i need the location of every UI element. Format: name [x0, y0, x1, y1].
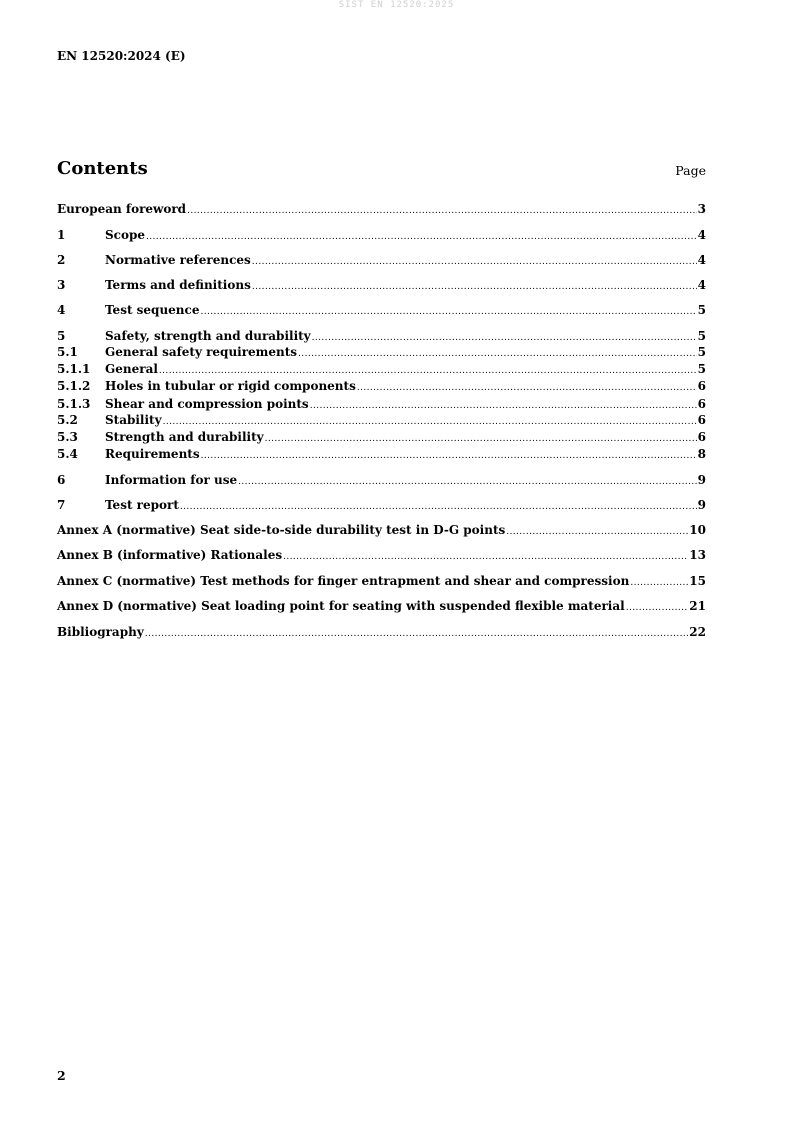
toc-leader-dots [252, 257, 697, 267]
toc-leader-dots [252, 282, 697, 292]
toc-entry-title: Annex D (normative) Seat loading point for seating with suspended flexible material [57, 599, 625, 613]
toc-entry[interactable] [57, 278, 706, 294]
toc-entry[interactable] [57, 574, 706, 590]
toc-leader-dots [146, 232, 697, 242]
watermark: SIST EN 12520:2025 [338, 0, 455, 10]
toc-entry[interactable] [57, 228, 706, 244]
toc-entry[interactable] [57, 329, 706, 345]
toc-entry-page: 4 [697, 228, 706, 242]
toc-leader-dots [506, 527, 688, 537]
toc-entry-page: 5 [697, 345, 706, 359]
toc-entry-number: 5.4 [57, 447, 78, 461]
toc-entry[interactable] [57, 303, 706, 319]
toc-leader-dots [187, 206, 697, 216]
toc-entry-page: 5 [697, 329, 706, 343]
page-number: 2 [57, 1068, 66, 1083]
toc-entry-title: Normative references [105, 253, 251, 267]
toc-entry-title: Safety, strength and durability [105, 329, 311, 343]
toc-leader-dots [298, 349, 697, 359]
toc-entry-number: 7 [57, 498, 66, 512]
toc-entry[interactable] [57, 548, 706, 564]
toc-entry-title: General safety requirements [105, 345, 298, 359]
toc-entry-title: Shear and compression points [105, 397, 309, 411]
toc-entry-number: 5 [57, 329, 66, 343]
toc-entry[interactable] [57, 447, 706, 463]
toc-entry[interactable] [57, 202, 706, 218]
toc-entry-title: Information for use [105, 473, 238, 487]
toc-leader-dots [630, 578, 688, 588]
toc-entry-number: 5.1.1 [57, 362, 91, 376]
toc-entry-number: 2 [57, 253, 66, 267]
toc-entry-page: 4 [697, 278, 706, 292]
toc-entry-number: 5.1.2 [57, 379, 91, 393]
toc-entry-number: 3 [57, 278, 66, 292]
toc-entry-page: 6 [697, 379, 706, 393]
toc-entry[interactable] [57, 599, 706, 615]
toc-entry-title: Test report [105, 498, 179, 512]
toc-entry-title: Terms and definitions [105, 278, 251, 292]
toc-entry-page: 6 [697, 397, 706, 411]
toc-entry-page: 13 [689, 548, 706, 562]
toc-entry-number: 4 [57, 303, 66, 317]
page-column-label: Page [675, 163, 706, 178]
toc-entry[interactable] [57, 473, 706, 489]
toc-leader-dots [357, 383, 697, 393]
toc-entry[interactable] [57, 345, 706, 361]
toc-leader-dots [310, 401, 697, 411]
toc-entry-number: 5.2 [57, 413, 78, 427]
toc-leader-dots [200, 307, 696, 317]
toc-entry-page: 4 [697, 253, 706, 267]
toc-entry-title: Stability [105, 413, 162, 427]
toc-entry-page: 22 [689, 625, 706, 639]
toc-entry-title: Bibliography [57, 625, 144, 639]
toc-entry-title: General [105, 362, 158, 376]
toc-entry-page: 9 [697, 473, 706, 487]
toc-leader-dots [312, 333, 697, 343]
toc-entry-page: 10 [689, 523, 706, 537]
toc-entry-page: 9 [697, 498, 706, 512]
toc-entry-title: Holes in tubular or rigid components [105, 379, 356, 393]
toc-entry[interactable] [57, 397, 706, 413]
toc-entry-title: European foreword [57, 202, 187, 216]
toc-leader-dots [180, 502, 697, 512]
toc-entry[interactable] [57, 379, 706, 395]
toc-leader-dots [238, 477, 697, 487]
toc-leader-dots [201, 451, 697, 461]
toc-entry-page: 5 [697, 362, 706, 376]
toc-entry-title: Annex C (normative) Test methods for finger entrapment and shear and compression [57, 574, 630, 588]
toc-entry-title: Annex B (informative) Rationales [57, 548, 283, 562]
toc-leader-dots [626, 603, 689, 613]
toc-entry[interactable] [57, 498, 706, 514]
toc-entry-number: 6 [57, 473, 66, 487]
toc-entry-number: 5.1 [57, 345, 78, 359]
toc-entry-title: Annex A (normative) Seat side-to-side durability test in D-G points [57, 523, 506, 537]
toc-entry-page: 6 [697, 413, 706, 427]
toc-entry[interactable] [57, 523, 706, 539]
toc-entry-page: 3 [697, 202, 706, 216]
toc-entry-number: 1 [57, 228, 66, 242]
page-title: Contents [57, 158, 148, 179]
toc-entry-title: Scope [105, 228, 146, 242]
toc-entry-number: 5.3 [57, 430, 78, 444]
toc-leader-dots [283, 552, 688, 562]
toc-entry[interactable] [57, 625, 706, 641]
toc-leader-dots [159, 366, 697, 376]
toc-entry-number: 5.1.3 [57, 397, 91, 411]
toc-entry-page: 5 [697, 303, 706, 317]
toc-entry-title: Test sequence [105, 303, 200, 317]
document-id: EN 12520:2024 (E) [57, 49, 186, 63]
toc-entry-page: 8 [697, 447, 706, 461]
toc-entry-page: 6 [697, 430, 706, 444]
toc-entry[interactable] [57, 362, 706, 378]
toc-leader-dots [145, 629, 689, 639]
toc-entry[interactable] [57, 430, 706, 446]
toc-entry-title: Strength and durability [105, 430, 264, 444]
toc-entry-page: 15 [689, 574, 706, 588]
toc-entry[interactable] [57, 253, 706, 269]
toc-entry-page: 21 [689, 599, 706, 613]
toc-entry[interactable] [57, 413, 706, 429]
toc-leader-dots [163, 417, 697, 427]
toc-entry-title: Requirements [105, 447, 200, 461]
toc-leader-dots [265, 434, 697, 444]
